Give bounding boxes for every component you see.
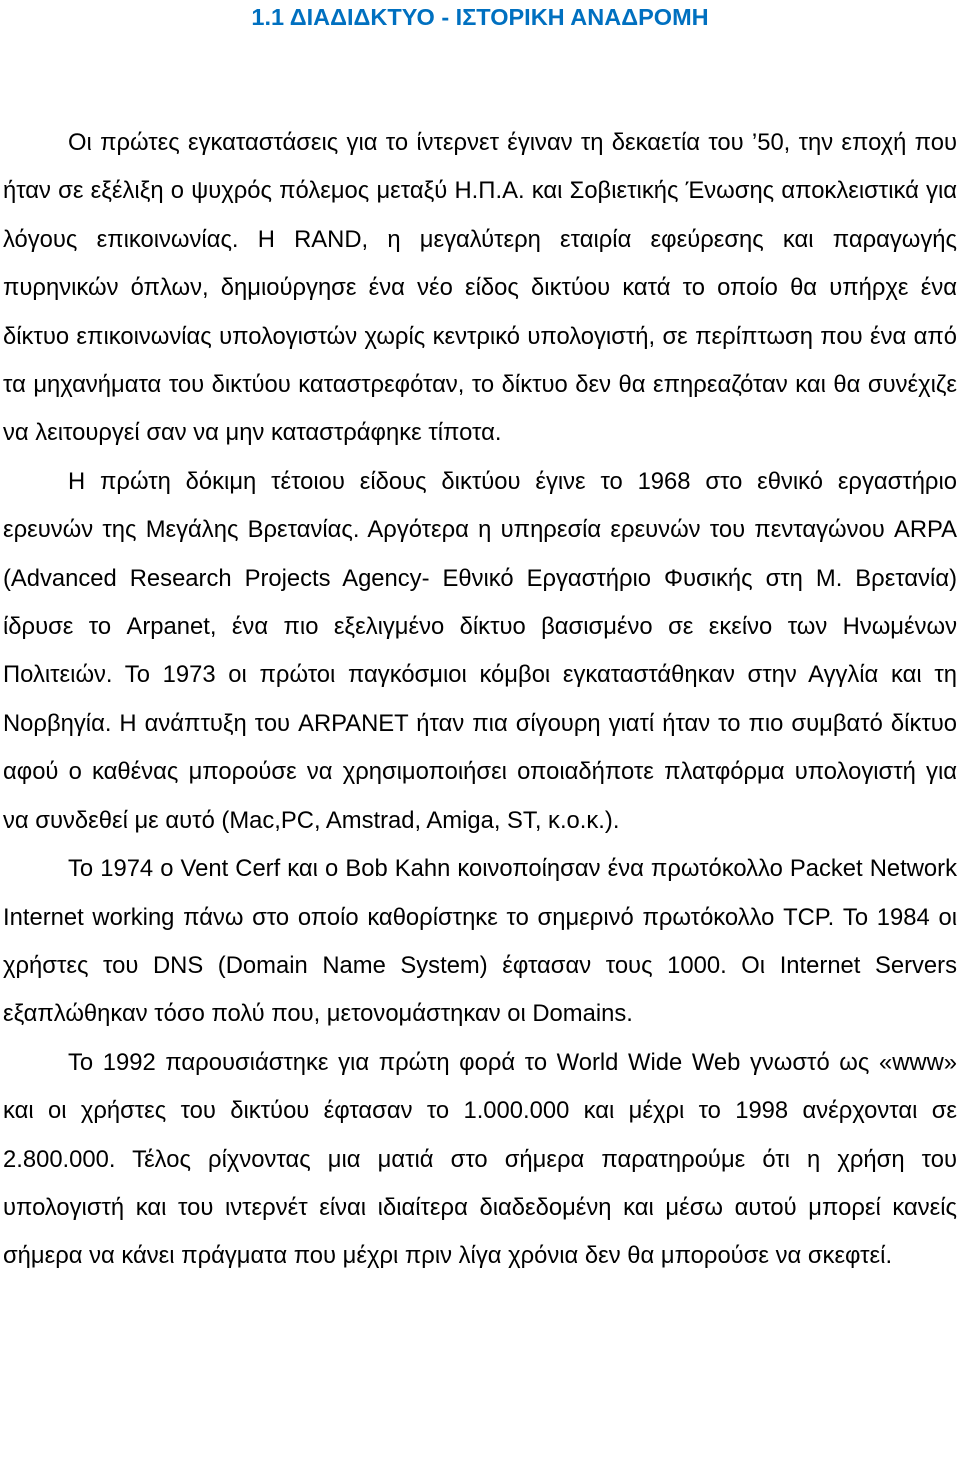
paragraph-4: Το 1992 παρουσιάστηκε για πρώτη φορά το World Wide Web γνωστό ως «www» και οι χρήστες του δικτύου έφτασαν το 1.000.000 και μέχρι το 1998 ανέρχονται σε 2.800.000. Τέλος ρίχνοντας μια ματιά στο σήμερα παρατηρούμε ότι η χρήση του υπολογιστή και του ιντερνέτ είναι ιδιαίτερα διαδεδομένη και μέσω αυτού μπορεί κανείς σήμερα να κάνει πράγματα που μέχρι πριν λίγα χρόνια δεν θα μπορούσε να σκεφτεί.: [3, 1048, 957, 1270]
paragraph-2: Η πρώτη δόκιμη τέτοιου είδους δικτύου έγινε το 1968 στο εθνικό εργαστήριο ερευνών της Μεγάλης Βρετανίας. Αργότερα η υπηρεσία ερευνών του πενταγώνου ARPA (Advanced Research Projects Agency- Εθνικό Εργαστήριο Φυσικής στη Μ. Βρετανία) ίδρυσε το Arpanet, ένα πιο εξελιγμένο δίκτυο βασισμένο σε εκείνο των Ηνωμένων Πολιτειών. Το 1973 οι πρώτοι παγκόσμιοι κόμβοι εγκαταστάθηκαν στην Αγγλία και τη Νορβηγία. Η ανάπτυξη του ARPANET ήταν πια σίγουρη γιατί ήταν το πιο συμβατό δίκτυο αφού ο καθένας μπορούσε να χρησιμοποιήσει οποιαδήποτε πλατφόρμα υπολογιστή για να συνδεθεί με αυτό (Mac,PC, Amstrad, Amiga, ST, κ.ο.κ.).: [3, 467, 957, 834]
paragraph-1: Οι πρώτες εγκαταστάσεις για το ίντερνετ έγιναν τη δεκαετία του ’50, την εποχή που ήταν σε εξέλιξη ο ψυχρός πόλεμος μεταξύ Η.Π.Α. και Σοβιετικής Ένωσης αποκλειστικά για λόγους επικοινωνίας. Η RAND, η μεγαλύτερη εταιρία εφεύρεσης και παραγωγής πυρηνικών όπλων, δημιούργησε ένα νέο είδος δικτύου κατά το οποίο θα υπήρχε ένα δίκτυο επικοινωνίας υπολογιστών χωρίς κεντρικό υπολογιστή, σε περίπτωση που ένα από τα μηχανήματα του δικτύου καταστρεφόταν, το δίκτυο δεν θα επηρεαζόταν και θα συνέχιζε να λειτουργεί σαν να μην καταστράφηκε τίποτα.: [3, 129, 957, 447]
section-heading: 1.1 ΔΙΑΔΙΔΚΤΥΟ - ΙΣΤΟΡΙΚΗ ΑΝΑΔΡΟΜΗ: [251, 4, 709, 30]
paragraph-3: Το 1974 ο Vent Cerf και ο Bob Kahn κοινοποίησαν ένα πρωτόκολλο Packet Network Internet working πάνω στο οποίο καθορίστηκε το σημερινό πρωτόκολλο TCP. Το 1984 οι χρήστες του DNS (Domain Name System) έφτασαν τους 1000. Οι Internet Servers εξαπλώθηκαν τόσο πολύ που, μετονομάστηκαν οι Domains.: [3, 855, 957, 1028]
document-body: [3, 119, 957, 1281]
